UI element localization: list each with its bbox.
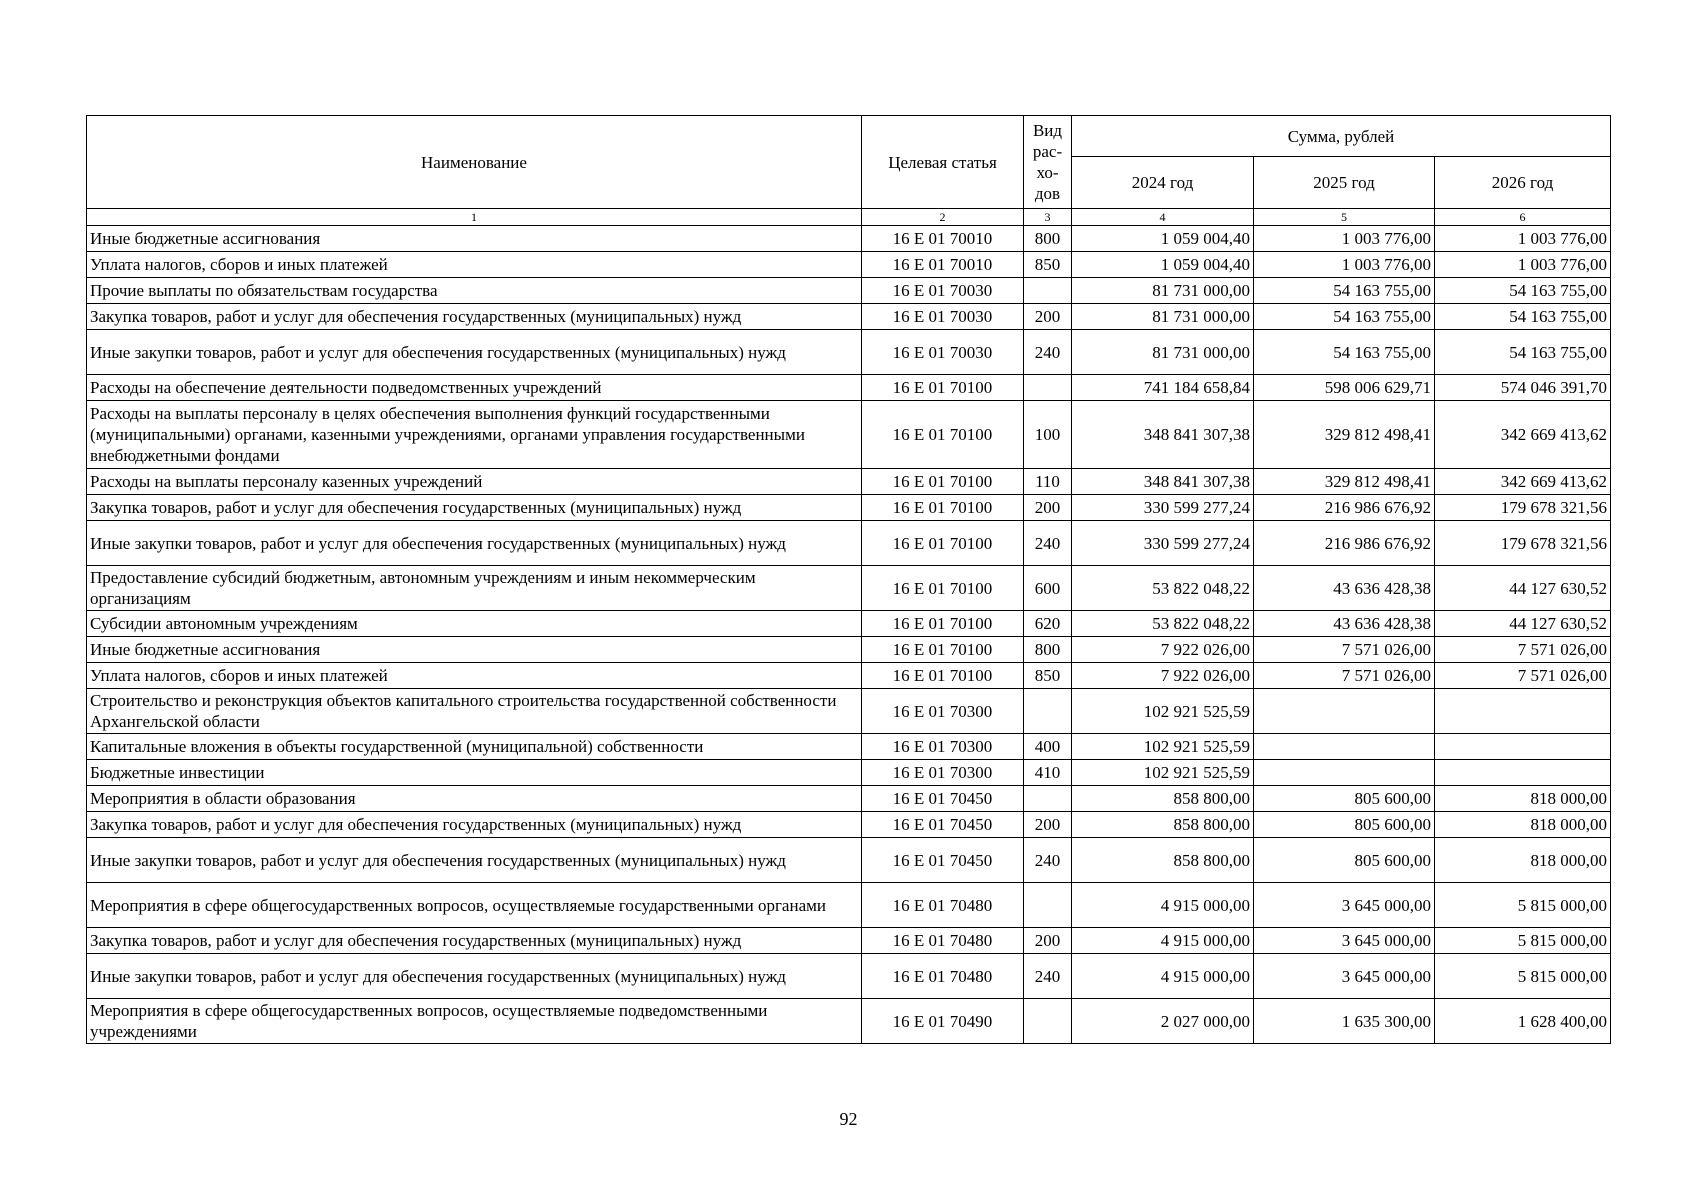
row-expense-type: 240 [1024, 521, 1072, 566]
row-target-code: 16 Е 01 70100 [862, 521, 1024, 566]
row-expense-type [1024, 883, 1072, 928]
row-amount-2025: 216 986 676,92 [1254, 495, 1435, 521]
row-amount-2025: 3 645 000,00 [1254, 928, 1435, 954]
row-amount-2024: 2 027 000,00 [1072, 999, 1254, 1044]
row-amount-2024: 102 921 525,59 [1072, 760, 1254, 786]
row-target-code: 16 Е 01 70100 [862, 375, 1024, 401]
budget-table [86, 115, 1611, 1044]
row-name: Бюджетные инвестиции [87, 760, 862, 786]
row-name: Мероприятия в сфере общегосударственных вопросов, осуществляемые подведомственными учреждениями [87, 999, 862, 1044]
row-amount-2026: 44 127 630,52 [1435, 611, 1611, 637]
table-row [87, 786, 1611, 812]
table-row [87, 812, 1611, 838]
row-amount-2026 [1435, 689, 1611, 734]
row-target-code: 16 Е 01 70100 [862, 401, 1024, 469]
row-name: Закупка товаров, работ и услуг для обеспечения государственных (муниципальных) нужд [87, 812, 862, 838]
row-target-code: 16 Е 01 70450 [862, 838, 1024, 883]
row-amount-2024: 330 599 277,24 [1072, 495, 1254, 521]
row-amount-2025: 805 600,00 [1254, 812, 1435, 838]
row-target-code: 16 Е 01 70030 [862, 330, 1024, 375]
column-number: 1 [87, 209, 862, 226]
row-amount-2026: 818 000,00 [1435, 786, 1611, 812]
row-name: Расходы на выплаты персоналу казенных учреждений [87, 469, 862, 495]
row-amount-2025: 3 645 000,00 [1254, 954, 1435, 999]
row-name: Капитальные вложения в объекты государственной (муниципальной) собственности [87, 734, 862, 760]
row-expense-type: 200 [1024, 812, 1072, 838]
row-target-code: 16 Е 01 70300 [862, 760, 1024, 786]
table-row [87, 928, 1611, 954]
row-expense-type: 240 [1024, 954, 1072, 999]
table-row [87, 401, 1611, 469]
table-row [87, 611, 1611, 637]
row-name: Расходы на обеспечение деятельности подведомственных учреждений [87, 375, 862, 401]
row-amount-2026: 44 127 630,52 [1435, 566, 1611, 611]
table-row [87, 734, 1611, 760]
row-amount-2025: 1 003 776,00 [1254, 252, 1435, 278]
row-name: Строительство и реконструкция объектов капитального строительства государственной собственности Архангельской области [87, 689, 862, 734]
row-name: Иные бюджетные ассигнования [87, 637, 862, 663]
row-amount-2025: 216 986 676,92 [1254, 521, 1435, 566]
table-row [87, 883, 1611, 928]
row-name: Закупка товаров, работ и услуг для обеспечения государственных (муниципальных) нужд [87, 495, 862, 521]
row-amount-2026: 7 571 026,00 [1435, 663, 1611, 689]
row-amount-2025: 3 645 000,00 [1254, 883, 1435, 928]
row-amount-2024: 348 841 307,38 [1072, 469, 1254, 495]
row-name: Мероприятия в области образования [87, 786, 862, 812]
row-amount-2025: 805 600,00 [1254, 838, 1435, 883]
table-row [87, 760, 1611, 786]
row-amount-2025: 7 571 026,00 [1254, 637, 1435, 663]
row-amount-2025 [1254, 734, 1435, 760]
header-sum: Сумма, рублей [1072, 116, 1611, 157]
row-amount-2026: 574 046 391,70 [1435, 375, 1611, 401]
row-amount-2024: 81 731 000,00 [1072, 278, 1254, 304]
header-2026: 2026 год [1435, 157, 1611, 209]
row-target-code: 16 Е 01 70100 [862, 469, 1024, 495]
row-name: Уплата налогов, сборов и иных платежей [87, 663, 862, 689]
row-amount-2024: 858 800,00 [1072, 786, 1254, 812]
row-target-code: 16 Е 01 70100 [862, 495, 1024, 521]
row-amount-2024: 4 915 000,00 [1072, 954, 1254, 999]
table-row [87, 252, 1611, 278]
row-amount-2026: 5 815 000,00 [1435, 928, 1611, 954]
row-amount-2024: 4 915 000,00 [1072, 883, 1254, 928]
row-amount-2026: 5 815 000,00 [1435, 954, 1611, 999]
row-amount-2024: 330 599 277,24 [1072, 521, 1254, 566]
table-row [87, 999, 1611, 1044]
row-expense-type: 850 [1024, 663, 1072, 689]
row-target-code: 16 Е 01 70480 [862, 928, 1024, 954]
row-amount-2026: 7 571 026,00 [1435, 637, 1611, 663]
row-amount-2025: 329 812 498,41 [1254, 469, 1435, 495]
row-amount-2025: 43 636 428,38 [1254, 611, 1435, 637]
row-amount-2025: 54 163 755,00 [1254, 304, 1435, 330]
row-target-code: 16 Е 01 70100 [862, 637, 1024, 663]
row-amount-2024: 4 915 000,00 [1072, 928, 1254, 954]
row-expense-type [1024, 786, 1072, 812]
row-target-code: 16 Е 01 70030 [862, 278, 1024, 304]
row-amount-2026: 179 678 321,56 [1435, 495, 1611, 521]
header-name: Наименование [87, 116, 862, 209]
table-row [87, 495, 1611, 521]
row-target-code: 16 Е 01 70010 [862, 252, 1024, 278]
row-amount-2026: 54 163 755,00 [1435, 278, 1611, 304]
row-amount-2026: 54 163 755,00 [1435, 330, 1611, 375]
row-target-code: 16 Е 01 70480 [862, 954, 1024, 999]
row-expense-type: 850 [1024, 252, 1072, 278]
column-number: 2 [862, 209, 1024, 226]
table-row [87, 663, 1611, 689]
row-name: Предоставление субсидий бюджетным, автономным учреждениям и иным некоммерческим организациям [87, 566, 862, 611]
row-amount-2026 [1435, 734, 1611, 760]
row-amount-2026: 342 669 413,62 [1435, 401, 1611, 469]
row-expense-type: 240 [1024, 330, 1072, 375]
column-number: 4 [1072, 209, 1254, 226]
row-amount-2025: 598 006 629,71 [1254, 375, 1435, 401]
row-amount-2025: 7 571 026,00 [1254, 663, 1435, 689]
row-name: Субсидии автономным учреждениям [87, 611, 862, 637]
row-amount-2026: 1 003 776,00 [1435, 226, 1611, 252]
column-number: 6 [1435, 209, 1611, 226]
row-name: Закупка товаров, работ и услуг для обеспечения государственных (муниципальных) нужд [87, 928, 862, 954]
row-amount-2024: 81 731 000,00 [1072, 304, 1254, 330]
row-expense-type: 200 [1024, 495, 1072, 521]
row-name: Мероприятия в сфере общегосударственных вопросов, осуществляемые государственными органами [87, 883, 862, 928]
row-target-code: 16 Е 01 70450 [862, 786, 1024, 812]
row-target-code: 16 Е 01 70300 [862, 689, 1024, 734]
header-vid: Вид рас-хо-дов [1024, 116, 1072, 209]
header-2024: 2024 год [1072, 157, 1254, 209]
row-name: Иные бюджетные ассигнования [87, 226, 862, 252]
row-amount-2025: 54 163 755,00 [1254, 278, 1435, 304]
row-target-code: 16 Е 01 70450 [862, 812, 1024, 838]
table-row [87, 330, 1611, 375]
row-amount-2024: 7 922 026,00 [1072, 637, 1254, 663]
row-expense-type: 620 [1024, 611, 1072, 637]
row-amount-2024: 102 921 525,59 [1072, 734, 1254, 760]
row-amount-2025: 54 163 755,00 [1254, 330, 1435, 375]
row-name: Прочие выплаты по обязательствам государства [87, 278, 862, 304]
row-expense-type: 100 [1024, 401, 1072, 469]
row-target-code: 16 Е 01 70010 [862, 226, 1024, 252]
row-amount-2026: 1 003 776,00 [1435, 252, 1611, 278]
row-amount-2026: 5 815 000,00 [1435, 883, 1611, 928]
header-code: Целевая статья [862, 116, 1024, 209]
row-name: Иные закупки товаров, работ и услуг для обеспечения государственных (муниципальных) нужд [87, 330, 862, 375]
row-name: Иные закупки товаров, работ и услуг для обеспечения государственных (муниципальных) нужд [87, 838, 862, 883]
row-target-code: 16 Е 01 70100 [862, 611, 1024, 637]
row-amount-2026: 818 000,00 [1435, 838, 1611, 883]
row-name: Уплата налогов, сборов и иных платежей [87, 252, 862, 278]
row-amount-2024: 7 922 026,00 [1072, 663, 1254, 689]
table-row [87, 838, 1611, 883]
table-row [87, 278, 1611, 304]
row-amount-2024: 858 800,00 [1072, 838, 1254, 883]
row-amount-2025: 1 003 776,00 [1254, 226, 1435, 252]
row-expense-type: 800 [1024, 637, 1072, 663]
row-expense-type: 410 [1024, 760, 1072, 786]
row-amount-2026: 1 628 400,00 [1435, 999, 1611, 1044]
row-expense-type: 200 [1024, 928, 1072, 954]
table-row [87, 304, 1611, 330]
row-target-code: 16 Е 01 70300 [862, 734, 1024, 760]
table-row [87, 469, 1611, 495]
page-number: 92 [839, 1109, 858, 1129]
table-row [87, 689, 1611, 734]
table-row [87, 637, 1611, 663]
table-row [87, 375, 1611, 401]
row-expense-type: 240 [1024, 838, 1072, 883]
row-amount-2024: 1 059 004,40 [1072, 226, 1254, 252]
row-amount-2025: 329 812 498,41 [1254, 401, 1435, 469]
row-name: Расходы на выплаты персоналу в целях обеспечения выполнения функций государственными (муниципальными) органами, казенными учреждениями, органами управления государственными внебюджетными фондами [87, 401, 862, 469]
table-row [87, 566, 1611, 611]
row-expense-type: 600 [1024, 566, 1072, 611]
row-target-code: 16 Е 01 70100 [862, 663, 1024, 689]
row-amount-2024: 1 059 004,40 [1072, 252, 1254, 278]
row-amount-2026 [1435, 760, 1611, 786]
table-row [87, 226, 1611, 252]
row-target-code: 16 Е 01 70030 [862, 304, 1024, 330]
row-expense-type: 110 [1024, 469, 1072, 495]
row-amount-2024: 348 841 307,38 [1072, 401, 1254, 469]
row-target-code: 16 Е 01 70480 [862, 883, 1024, 928]
row-amount-2025: 805 600,00 [1254, 786, 1435, 812]
row-amount-2024: 102 921 525,59 [1072, 689, 1254, 734]
row-target-code: 16 Е 01 70100 [862, 566, 1024, 611]
row-amount-2026: 179 678 321,56 [1435, 521, 1611, 566]
row-name: Иные закупки товаров, работ и услуг для обеспечения государственных (муниципальных) нужд [87, 521, 862, 566]
row-amount-2025: 1 635 300,00 [1254, 999, 1435, 1044]
row-amount-2025 [1254, 760, 1435, 786]
table-header [87, 116, 1611, 226]
column-number: 5 [1254, 209, 1435, 226]
row-amount-2024: 53 822 048,22 [1072, 566, 1254, 611]
row-amount-2024: 81 731 000,00 [1072, 330, 1254, 375]
row-expense-type: 400 [1024, 734, 1072, 760]
row-amount-2024: 741 184 658,84 [1072, 375, 1254, 401]
row-amount-2026: 54 163 755,00 [1435, 304, 1611, 330]
row-amount-2024: 858 800,00 [1072, 812, 1254, 838]
table-row [87, 521, 1611, 566]
row-expense-type [1024, 689, 1072, 734]
table-body [87, 226, 1611, 1044]
row-amount-2025: 43 636 428,38 [1254, 566, 1435, 611]
row-target-code: 16 Е 01 70490 [862, 999, 1024, 1044]
row-expense-type [1024, 375, 1072, 401]
column-number: 3 [1024, 209, 1072, 226]
row-amount-2025 [1254, 689, 1435, 734]
row-amount-2026: 342 669 413,62 [1435, 469, 1611, 495]
row-expense-type [1024, 278, 1072, 304]
row-expense-type: 800 [1024, 226, 1072, 252]
row-name: Закупка товаров, работ и услуг для обеспечения государственных (муниципальных) нужд [87, 304, 862, 330]
row-expense-type: 200 [1024, 304, 1072, 330]
row-expense-type [1024, 999, 1072, 1044]
row-name: Иные закупки товаров, работ и услуг для обеспечения государственных (муниципальных) нужд [87, 954, 862, 999]
row-amount-2024: 53 822 048,22 [1072, 611, 1254, 637]
header-2025: 2025 год [1254, 157, 1435, 209]
row-amount-2026: 818 000,00 [1435, 812, 1611, 838]
column-number-row [87, 209, 1611, 226]
table-row [87, 954, 1611, 999]
